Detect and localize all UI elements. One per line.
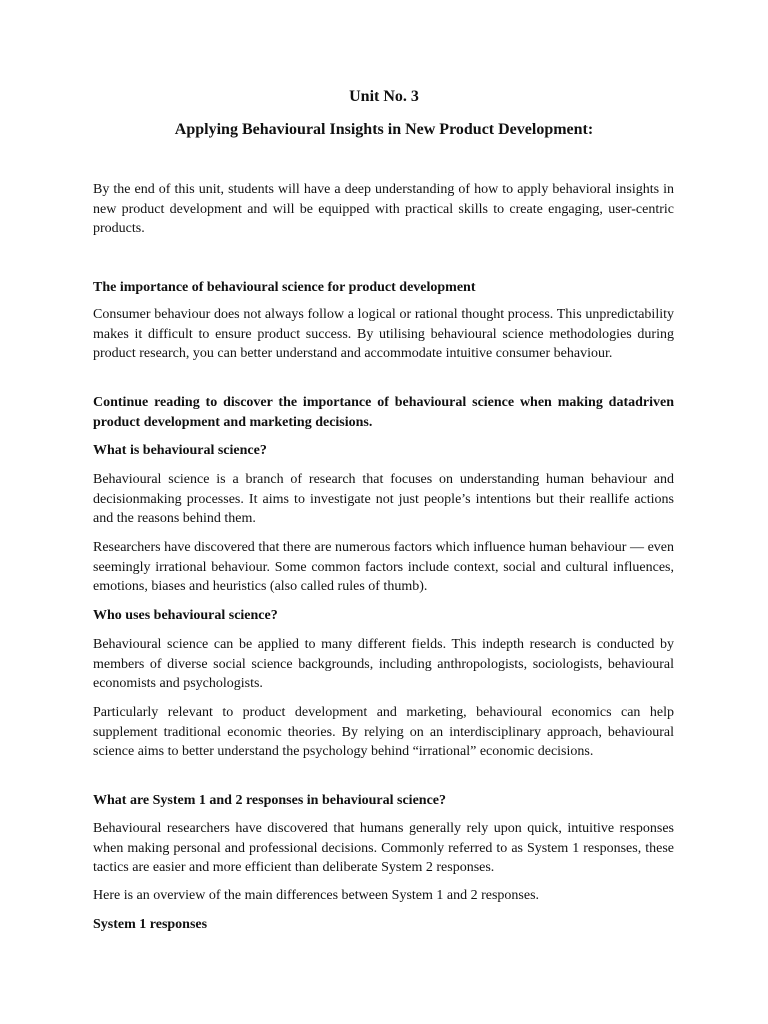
system-responses-paragraph: Behavioural researchers have discovered that humans generally rely upon quick, intuitive responses when making personal and professional decisions. Commonly referred to as System 1 responses, these tactics are easier and more efficient than deliberate System 2 responses. xyxy=(93,821,674,875)
consumer-behaviour-paragraph: Consumer behaviour does not always follow a logical or rational thought process. This unpredictability makes it difficult to ensure product success. By utilising behavioural science methodologies during product research, you can better understand and accommodate intuitive consumer behaviour. xyxy=(93,307,674,361)
paragraph xyxy=(93,635,674,694)
section-heading xyxy=(93,278,674,298)
document-title: Applying Behavioural Insights in New Product Development: xyxy=(174,121,594,138)
what-is-heading: What is behavioural science? xyxy=(93,443,267,458)
system-responses-heading: What are System 1 and 2 responses in behavioural science? xyxy=(93,793,446,808)
section-heading xyxy=(93,606,674,626)
paragraph xyxy=(93,470,674,529)
paragraph xyxy=(93,538,674,597)
importance-heading: The importance of behavioural science for product development xyxy=(93,280,476,295)
economics-paragraph: Particularly relevant to product development and marketing, behavioural economics can help supplement traditional economic theories. By relying on an interdisciplinary approach, behavioural science aims to better understand the psychology behind “irrational” economic decisions. xyxy=(93,705,674,759)
section-heading xyxy=(93,915,674,935)
intro-paragraph xyxy=(93,180,674,239)
who-uses-heading: Who uses behavioural science? xyxy=(93,608,278,623)
definition-paragraph: Behavioural science is a branch of research that focuses on understanding human behaviour and decisionmaking processes. It aims to investigate not just people’s intentions but their reallife actions and the reasons behind them. xyxy=(93,472,674,526)
paragraph xyxy=(93,703,674,762)
fields-paragraph: Behavioural science can be applied to many different fields. This indepth research is conducted by members of diverse social science backgrounds, including anthropologists, sociologists, behavioural economists and psychologists. xyxy=(93,637,674,691)
continue-reading-paragraph: Continue reading to discover the importance of behavioural science when making datadriven product development and marketing decisions. xyxy=(93,395,674,430)
paragraph xyxy=(93,886,674,906)
overview-paragraph: Here is an overview of the main differences between System 1 and 2 responses. xyxy=(93,888,540,903)
unit-number: Unit No. 3 xyxy=(349,88,419,105)
intro-text: By the end of this unit, students will have a deep understanding of how to apply behavioral insights in new product development and will be equipped with practical skills to create engaging, user-centric products. xyxy=(93,182,674,236)
system1-heading: System 1 responses xyxy=(93,917,208,932)
paragraph xyxy=(93,819,674,878)
paragraph xyxy=(93,393,674,432)
section-heading xyxy=(93,791,674,811)
factors-paragraph: Researchers have discovered that there are numerous factors which influence human behaviour — even seemingly irrational behaviour. Some common factors include context, social and cultural influences, emotions, biases and heuristics (also called rules of thumb). xyxy=(93,540,674,594)
paragraph xyxy=(93,305,674,364)
section-heading xyxy=(93,441,674,461)
